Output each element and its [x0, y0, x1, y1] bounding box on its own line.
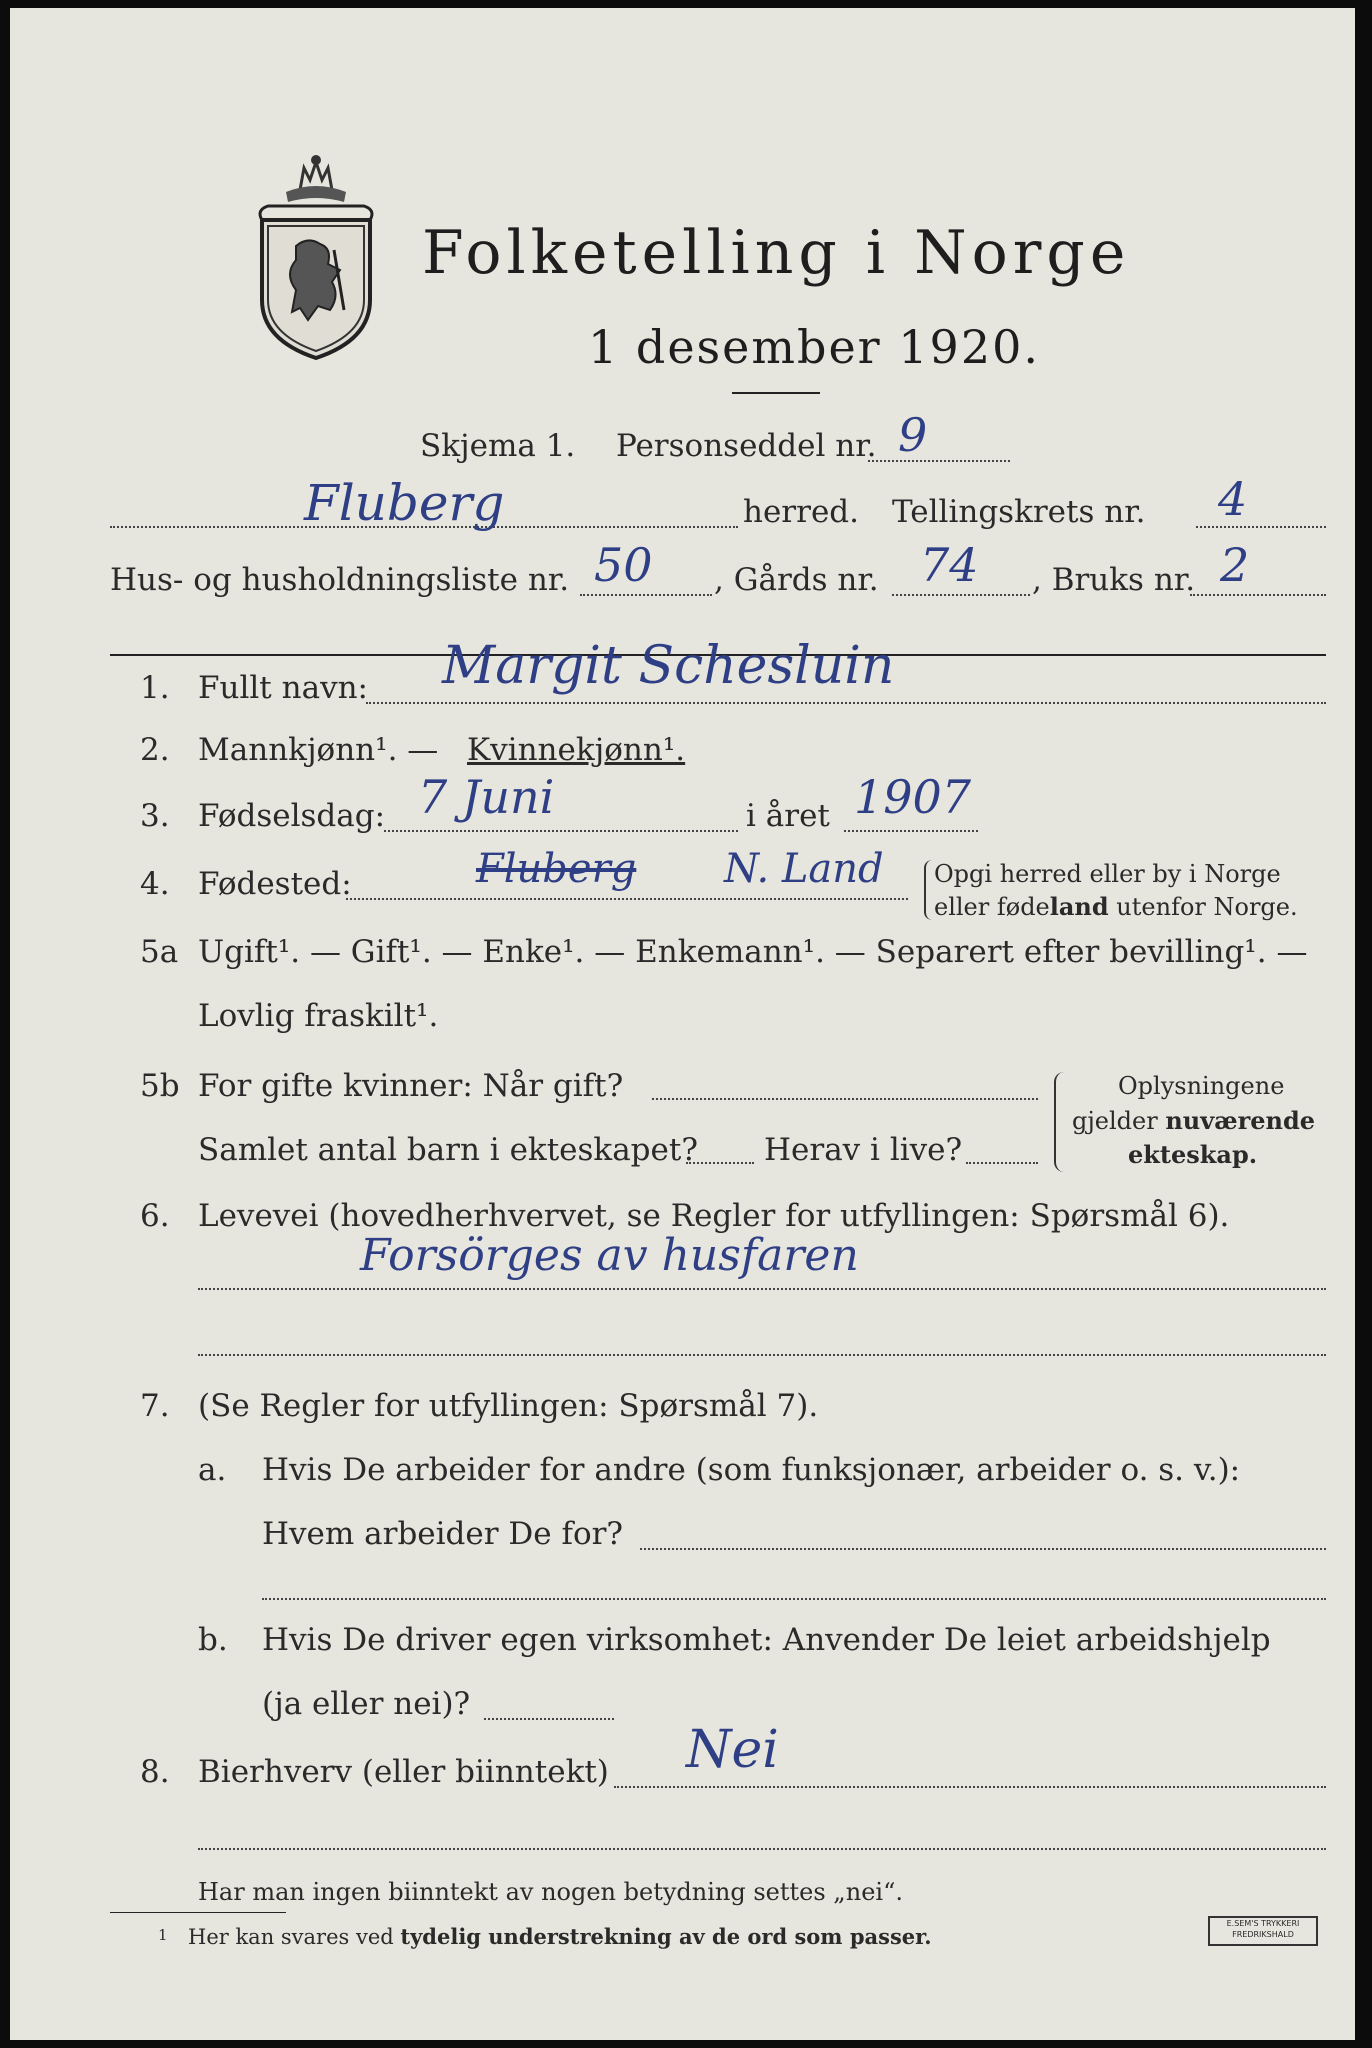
printer-stamp: E.SEM'S TRYKKERI FREDRIKSHALD	[1208, 1916, 1318, 1946]
q3-number: 3.	[140, 798, 170, 834]
q5b-note-text: gjelder	[1072, 1107, 1166, 1135]
q7b-line2: (ja eller nei)?	[262, 1686, 471, 1722]
q4-note-line2	[934, 892, 1298, 921]
q7a-line1: Hvis De arbeider for andre (som funksjonær, arbeider o. s. v.):	[262, 1452, 1241, 1488]
side-income-value: Nei	[686, 1720, 779, 1780]
footnote-mark: 1	[158, 1926, 168, 1944]
q5a-number: 5a	[140, 934, 179, 970]
q5b-children: Samlet antal barn i ekteskapet?	[198, 1132, 698, 1168]
q7b-line1: Hvis De driver egen virksomhet: Anvender De leiet arbeidshjelp	[262, 1622, 1271, 1658]
footnote-plain: Her kan svares ved	[188, 1925, 401, 1949]
bruks-line	[1190, 594, 1326, 596]
male-option: Mannkjønn¹. —	[198, 732, 439, 768]
personseddel-label: Personseddel nr.	[616, 428, 877, 464]
q7b-line	[484, 1718, 614, 1720]
census-form	[10, 8, 1355, 2040]
tellingskrets-line	[1196, 526, 1326, 528]
q4-note-line1: Opgi herred eller by i Norge	[934, 860, 1281, 888]
personseddel-line	[868, 460, 1010, 462]
q7a-line2: Hvem arbeider De for?	[262, 1516, 624, 1552]
birth-year-value: 1907	[854, 770, 972, 824]
full-name-value: Margit Schesluin	[442, 636, 895, 696]
q8-line	[614, 1786, 1326, 1788]
q7b-letter: b.	[198, 1622, 228, 1658]
q5b-children-line	[686, 1162, 754, 1164]
q5b-note-bold: nuværende	[1165, 1106, 1316, 1135]
birthplace-value: N. Land	[724, 846, 884, 892]
occupation-value: Forsörges av husfaren	[360, 1230, 859, 1281]
q7a-line	[640, 1548, 1326, 1550]
q6-number: 6.	[140, 1198, 170, 1234]
q7a-letter: a.	[198, 1452, 227, 1488]
q6-label: Levevei (hovedherhvervet, se Regler for utfyllingen: Spørsmål 6).	[198, 1198, 1230, 1234]
q8-label: Bierhverv (eller biinntekt)	[198, 1754, 609, 1790]
q4-note-text: eller føde	[934, 893, 1050, 921]
q6-line1	[198, 1288, 1326, 1290]
birth-day-value: 7 Juni	[418, 770, 555, 824]
q3-year-label: i året	[746, 798, 830, 834]
tellingskrets-label: Tellingskrets nr.	[892, 494, 1146, 530]
herred-label: herred.	[743, 494, 859, 530]
gards-line	[892, 594, 1030, 596]
q5b-note-line2	[1072, 1106, 1315, 1135]
q4-note-text-end: utenfor Norge.	[1108, 893, 1298, 921]
q3-label: Fødselsdag:	[198, 798, 386, 834]
q6-line2	[198, 1354, 1326, 1356]
q1-number: 1.	[140, 670, 170, 706]
q7-label: (Se Regler for utfyllingen: Spørsmål 7).	[198, 1388, 819, 1424]
q5b-number: 5b	[140, 1068, 180, 1104]
q2-number: 2.	[140, 732, 170, 768]
personseddel-value: 9	[898, 408, 928, 462]
herred-value: Fluberg	[304, 474, 505, 532]
q4-line	[346, 898, 908, 900]
footnote-divider	[110, 1912, 286, 1913]
q3-year-line	[844, 830, 978, 832]
q7a-line-extra	[262, 1598, 1326, 1600]
title-divider	[732, 392, 820, 394]
bruks-value: 2	[1220, 538, 1250, 592]
q5b-note-line3: ekteskap.	[1128, 1140, 1258, 1169]
marital-status-divorced: Lovlig fraskilt¹.	[198, 998, 439, 1034]
footnote-text	[188, 1924, 932, 1949]
q8-number: 8.	[140, 1754, 170, 1790]
q5b-married-line	[652, 1098, 1038, 1100]
q8-line-extra	[198, 1848, 1326, 1850]
q4-number: 4.	[140, 866, 170, 902]
q5b-alive-line	[966, 1162, 1038, 1164]
female-option-underlined: Kvinnekjønn¹.	[467, 732, 686, 768]
hus-value: 50	[594, 538, 653, 592]
q1-label: Fullt navn:	[198, 670, 368, 706]
footnote-bold: tydelig understrekning av de ord som passer.	[400, 1924, 932, 1949]
q4-note-bold: land	[1049, 892, 1109, 921]
q1-line	[366, 702, 1326, 704]
schema-label: Skjema 1.	[420, 428, 576, 464]
gards-label: , Gårds nr.	[714, 562, 879, 598]
q7-number: 7.	[140, 1388, 170, 1424]
q4-label: Fødested:	[198, 866, 352, 902]
hus-label: Hus- og husholdningsliste nr.	[110, 562, 570, 598]
q5b-alive: Herav i live?	[764, 1132, 963, 1168]
census-date: 1 desember 1920.	[588, 320, 1040, 374]
marital-status-options: Ugift¹. — Gift¹. — Enke¹. — Enkemann¹. — Separert efter bevilling¹. —	[198, 934, 1308, 970]
birthplace-struck-value: Fluberg	[476, 846, 637, 892]
q5b-note-line1: Oplysningene	[1118, 1072, 1285, 1100]
gards-value: 74	[920, 538, 979, 592]
note-text: Har man ingen biinntekt av nogen betydning settes „nei“.	[198, 1878, 903, 1906]
form-title: Folketelling i Norge	[422, 218, 1131, 288]
coat-of-arms-icon	[248, 150, 384, 360]
q3-day-line	[384, 830, 738, 832]
bruks-label: , Bruks nr.	[1032, 562, 1196, 598]
q5b-brace	[1054, 1072, 1064, 1172]
q5b-when-married: For gifte kvinner: Når gift?	[198, 1068, 624, 1104]
hus-line	[580, 594, 712, 596]
tellingskrets-value: 4	[1218, 472, 1248, 526]
q4-brace	[924, 860, 932, 920]
